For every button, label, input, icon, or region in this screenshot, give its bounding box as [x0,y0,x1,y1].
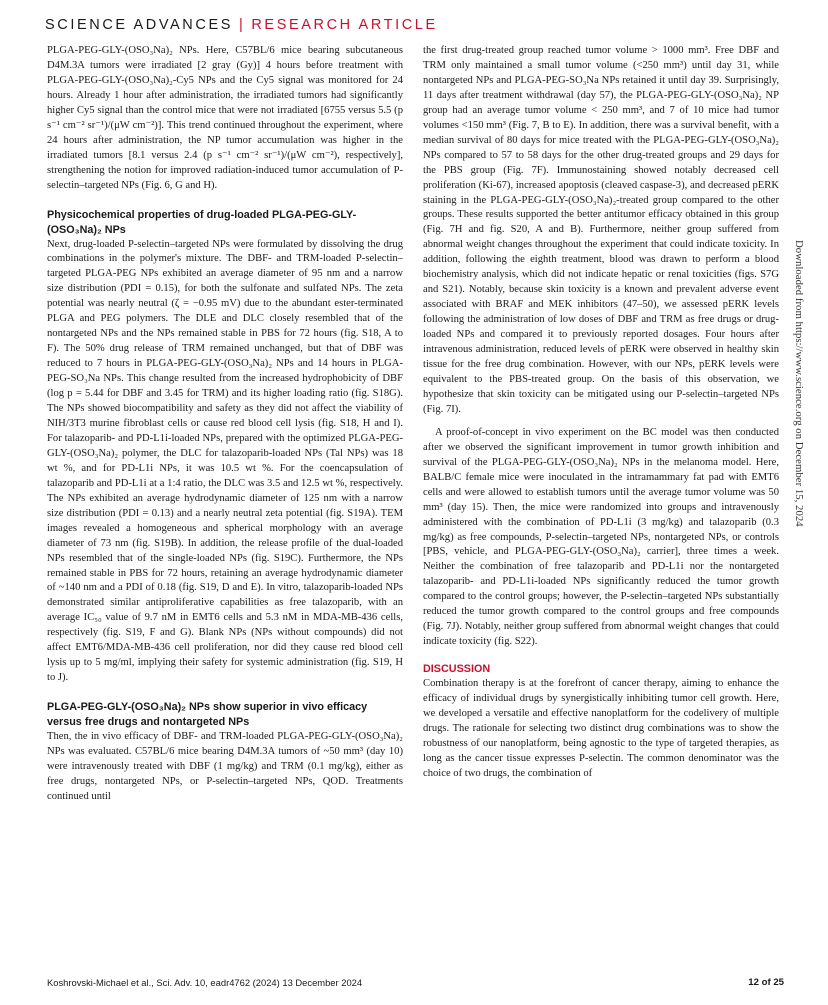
paragraph-in-vivo-efficacy: Then, the in vivo efficacy of DBF- and TRM-loaded PLGA-PEG-GLY-(OSO₃Na)₂ NPs was evaluated. C57BL/6 mice bearing D4M.3A tumors of ~50 mm³ (day 10) were intravenously treated with DBF (1 mg/kg) and TRM (0.1 mg/kg), either as free drugs, nontargeted NPs, or P-selectin–targeted NPs, QOD. Treatments continued until [47,731,403,802]
header-separator: | [238,17,246,33]
right-column [423,44,779,782]
left-column [47,44,403,805]
section-heading-physicochemical: Physicochemical properties of drug-loaded PLGA-PEG-GLY-(OSO₃Na)₂ NPs [47,208,357,236]
section-heading-in-vivo-efficacy: PLGA-PEG-GLY-(OSO₃Na)₂ NPs show superior in vivo efficacy versus free drugs and nontargeted NPs [47,701,368,729]
paragraph-discussion: Combination therapy is at the forefront of cancer therapy, aiming to enhance the efficacy of individual drugs by synergistically inhibiting tumor cell growth. Here, we developed a versatile and effective nanoplatform for the codelivery of multiple drugs. The rationale for selecting two distinct drug combinations was to show the robustness of our nanoplatform, being agnostic to the type of targeted therapies, as long as the cancer tissue expresses P-selectin. The common denominator was the choice of two drugs, the combination of [423,678,779,779]
paragraph-tumor-volume: the first drug-treated group reached tumor volume > 1000 mm³. Free DBF and TRM only maintained a small tumor volume (<250 mm³) until day 31, while nontargeted NPs and PLGA-PEG-SO₃Na NPs retained it until day 39. Surprisingly, 11 days after treatment withdrawal (day 57), the PLGA-PEG-GLY-(OSO₃Na)₂ NP group had an average tumor volume < 250 mm³, and 7 of 10 mice had tumor volumes <150 mm³ (Fig. 7, B to E). In addition, there was a survival benefit, with a median survival of 80 days for mice treated with the PLGA-PEG-GLY-(OSO₃Na)₂ NPs compared to 57 to 58 days for the other drug-treated groups and 29 days for the PBS group (Fig. 7F). Immunostaining showed notably decreased cell proliferation (Ki-67), increased apoptosis (cleaved caspase-3), and decreased pERK staining in the PLGA-PEG-GLY-(OSO₃Na)₂-treated group compared to the other groups. These results supported the better antitumor efficacy obtained in this group (Fig. 7H and fig. S20, A and B). Furthermore, neither group suffered from abnormal weight changes throughout the experiment that could indicate toxicity. In addition, following the eighth treatment, blood was drawn to perform a blood biochemistry analysis, which did not indicate hepatic or renal toxicities (figs. S7G and S21). Notably, because skin toxicity is a known and prevalent adverse event associated with BRAF and MEK inhibitors (47–50), we assessed pERK levels following the administration of low doses of DBF and TRM as free drugs or drug-loaded NPs and compared it to previously reported dosages. Four hours after intravenous administration, reduced levels of pERK were observed in healthy skin tissue for the free drug combination. However, with our NPs, pERK levels were equivalent to the PBS-treated group. On the basis of this observation, we hypothesize that skin toxicity can be mitigated using our P-selectin–targeted NPs (Fig. 7I). [423,45,779,415]
paragraph-radiation-accumulation: PLGA-PEG-GLY-(OSO₃Na)₂ NPs. Here, C57BL/6 mice bearing subcutaneous D4M.3A tumors were irradiated [2 gray (Gy)] 4 hours before treatment with PLGA-PEG-GLY-(OSO₃Na)₂-Cy5 NPs and the Cy5 signal was monitored for 24 hours. Already 1 hour after administration, the irradiated tumors had significantly higher Cy5 signal than the control mice that were not irradiated [6755 versus 5.5 (p s⁻¹ cm⁻² sr⁻¹)/(μW cm⁻²)]. This trend continued throughout the experiment, where 24 hours after administration, the NP tumor accumulation was higher in the irradiated tumors [8.1 versus 2.4 (p s⁻¹ cm⁻² sr⁻¹)/(μW cm⁻²), respectively], strengthening the notion for improved radiation-induced tumor accumulation of P-selectin–targeted NPs (Fig. 6, G and H). [47,45,403,191]
download-watermark [793,240,813,760]
download-note: Downloaded from https://www.science.org on December 15, 2024 [793,240,805,527]
paragraph-physicochemical: Next, drug-loaded P-selectin–targeted NPs were formulated by dissolving the drug combinations in the polymer's mixture. The DBF- and TRM-loaded P-selectin–targeted PLGA-PEG NPs exhibited an average diameter of 95 nm and a narrow size distribution (PDI = 0.15), for both the sulfonate and sulfated NPs. The zeta potential was nearly neutral (ζ = −0.95 mV) due to the abundant ester-terminated PLGA and PEG polymers. The DLE and DLC closely resembled that of the nontargeted NPs and the NPs remained stable in PBS for 72 hours (fig. S18, A to F). The 50% drug release of TRM remained unchanged, but that of DBF was reduced to 7 hours in PLGA-PEG-GLY-(OSO₃Na)₂ NPs and 14 hours in PLGA-PEG-SO₃Na NPs. This change resulted from the increased hydrophobicity of DBF (log p = 5.44 for DBF and 3.45 for TRM) and its higher loading ratio (fig. S18G). The NPs showed biocompatibility and safety as they did not affect the viability of NIH/3T3 murine fibroblast cells or cause red blood cell lysis (fig. S18, H and I). For talazoparib- and PD-L1i-loaded NPs, prepared with the optimized PLGA-PEG-GLY-(OSO₃Na)₂ polymer, the DLC for talazoparib-loaded NPs (Tal NPs) was 18 wt %, and for PD-L1i NPs, it was 10.5 wt %. For the coencapsulation of talazoparib and PD-L1i at a 1:4 ratio, the DLC was 3.5 and 12.5 wt %, respectively. The NPs exhibited an average hydrodynamic diameter of 125 nm with a narrow size distribution (PDI = 0.13) and a nearly neutral zeta potential (fig. S19A). TEM images revealed a homogeneous and spherical morphology with an average diameter of 73 nm (fig. S19B). In addition, the release profile of the dual-loaded NPs resembled that of the single-loaded NPs (fig. S19C). Furthermore, the NPs remained stable in PBS for 72 hours, retaining an average hydrodynamic diameter of ~140 nm and a PDI of 0.18 (fig. S19, D and E). In vitro, talazoparib-loaded NPs demonstrated similar antiproliferative capabilities as free talazoparib, with an average IC₅₀ value of 9.7 nM in EMT6 cells and 5.3 nM in MDA-MB-436 cells, respectively (fig. S19, F and G). Blank NPs (NPs without compounds) did not affect EMT6/MDA-MB-436 cell proliferation, nor did they cause red blood cell lysis up to 5 mg/ml, implying their safety for systemic administration (fig. S19, H to J). [47,238,403,684]
section-heading-discussion: DISCUSSION [423,663,491,676]
journal-header [45,12,438,38]
article-type: RESEARCH ARTICLE [251,17,438,33]
journal-name: SCIENCE ADVANCES [45,17,233,33]
footer-citation: Koshrovski-Michael et al., Sci. Adv. 10, eadr4762 (2024) 13 December 2024 [47,977,363,988]
page-number: 12 of 25 [748,977,784,988]
paragraph-bc-model: A proof-of-concept in vivo experiment on the BC model was then conducted after we observed the significant improvement in tumor growth inhibition and survival of the PLGA-PEG-GLY-(OSO₃Na)₂ NPs in the melanoma model. Here, BALB/C female mice were inoculated in the intramammary fat pad with EMT6 cells and were allowed to establish tumors until the average tumor volume was 50 mm³ (day 15). Then, the mice were randomized into groups and intravenously administered with the combination of PD-L1i (3 mg/kg) and talazoparib (0.3 mg/kg) as free compounds, P-selectin–targeted NPs, nontargeted NPs, or controls [PBS, vehicle, and PLGA-PEG-GLY-(OSO₃Na)₂ carrier], three times a week. Neither the combination of free talazoparib and PD-L1i nor the nontargeted talazoparib- and PD-L1i-loaded NPs significantly reduced the tumor growth compared to the control groups; however, the P-selectin–targeted NPs substantially reduced the tumor growth compared to the control groups and free compounds (Fig. 7J). Notably, neither group suffered from abnormal weight changes that could indicate toxicity (fig. S22). [423,426,779,648]
